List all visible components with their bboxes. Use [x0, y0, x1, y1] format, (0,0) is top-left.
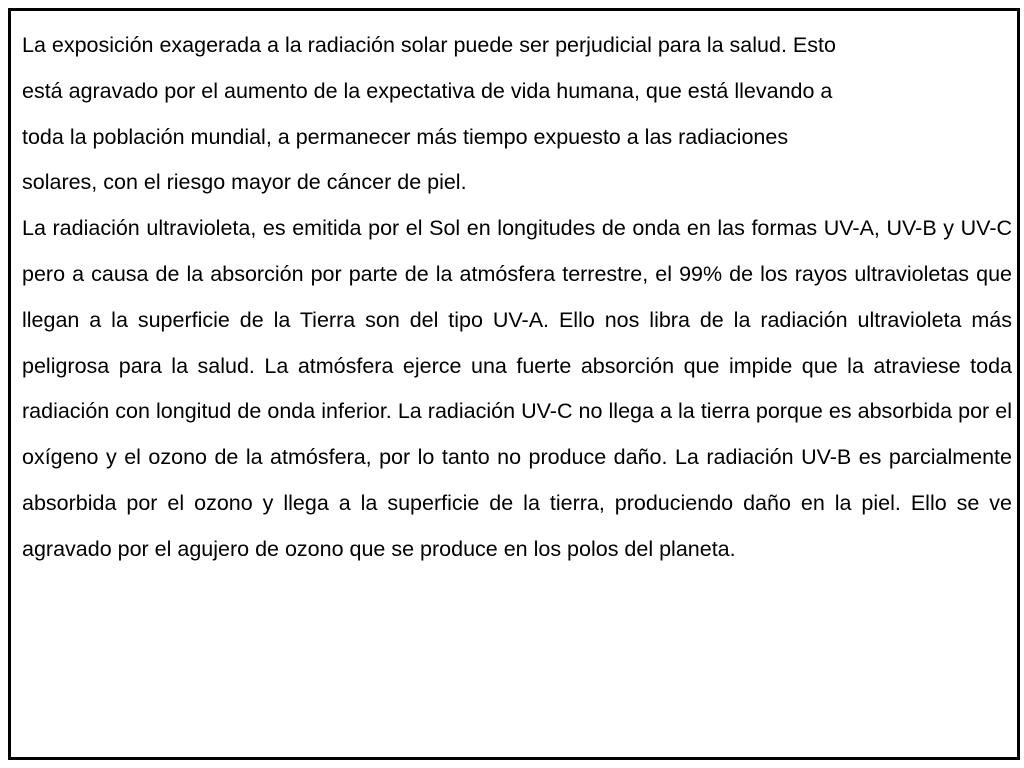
text-body — [22, 23, 1012, 573]
paragraph-2: La radiación ultravioleta, es emitida por el Sol en longitudes de onda en las formas UV-A, UV-B y UV-C pero a causa de la absorción por parte de la atmósfera terrestre, el 99% de los rayos ultravioletas que llegan a la superficie de la Tierra son del tipo UV-A. Ello nos libra de la radiación ultravioleta más peligrosa para la salud. La atmósfera ejerce una fuerte absorción que impide que la atraviese toda radiación con longitud de onda inferior. La radiación UV-C no llega a la tierra porque es absorbida por el oxígeno y el ozono de la atmósfera, por lo tanto no produce daño. La radiación UV-B es parcialmente absorbida por el ozono y llega a la superficie de la tierra, produciendo daño en la piel. Ello se ve agravado por el agujero de ozono que se produce en los polos del planeta. — [22, 216, 1012, 561]
paragraph-1 — [22, 23, 1012, 206]
text-frame — [8, 8, 1020, 760]
paragraph-1-line: está agravado por el aumento de la expectativa de vida humana, que está llevando a — [22, 78, 833, 103]
paragraph-1-line: solares, con el riesgo mayor de cáncer de piel. — [22, 170, 467, 195]
paragraph-1-line: toda la población mundial, a permanecer más tiempo expuesto a las radiaciones — [22, 124, 789, 149]
paragraph-1-line: La exposición exagerada a la radiación solar puede ser perjudicial para la salud. Esto — [22, 33, 836, 57]
